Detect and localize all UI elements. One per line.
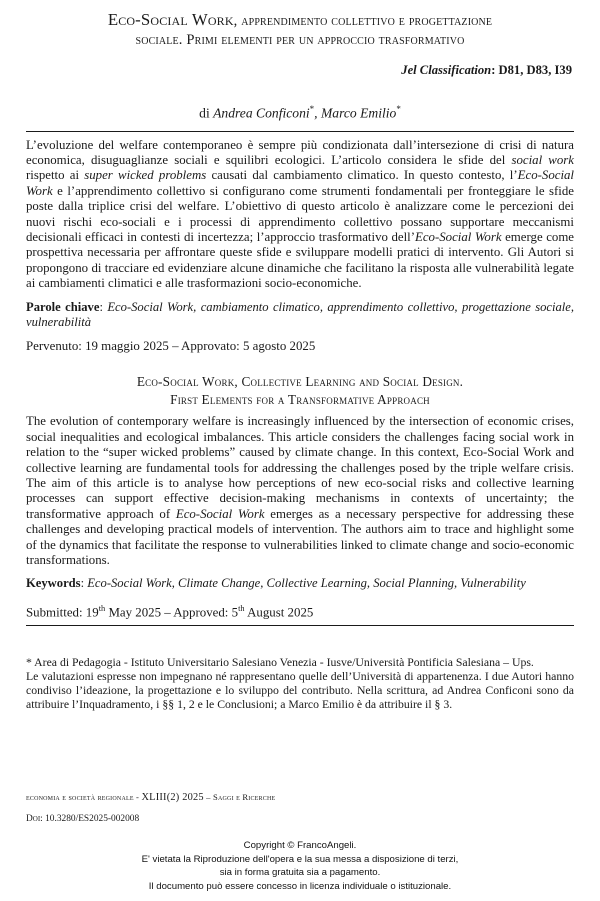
jel-classification-label: Jel Classification	[401, 63, 492, 77]
article-title-italian-line2: sociale. Primi elementi per un approccio trasformativo	[135, 31, 465, 48]
keywords-english	[26, 576, 574, 591]
abstract-it-seg-4: e l’apprendimento collettivo si configurano come strumenti fondamentali per fronteggiare le sfide poste dalla triplice crisi del welfare. L’obiettivo di questo articolo è analizzare come le percezioni dei nuovi rischi eco-sociali e i processi di apprendimento collettivo possano supportare meccanismi decisionali efficaci in contesti di incertezza; l’approccio trasformativo dell’	[26, 183, 574, 244]
article-title-english	[26, 373, 574, 408]
abstract-en-seg-2: emerges as a necessary perspective for addressing these challenges and developing practical models of intervention. The authors aim to trace and highlight some of the dynamics that facilitate the response to vulnerabilities linked to climate change and socio-economic transformations.	[26, 506, 575, 568]
byline-prefix: di	[199, 105, 214, 121]
doi-label: Doi	[26, 814, 41, 824]
abstract-it-italic-2: super wicked problems	[84, 168, 207, 183]
copyright-line-1: Copyright © FrancoAngeli.	[243, 840, 357, 851]
dates-english	[26, 601, 574, 621]
journal-name: economia e società regionale	[26, 792, 134, 802]
abstract-top-divider	[26, 131, 574, 132]
abstract-it-seg-3: causati dal cambiamento climatico. In questo contesto, l’	[206, 168, 518, 183]
article-title-italian-line1: , apprendimento collettivo e progettazione	[233, 13, 493, 29]
journal-reference	[26, 792, 275, 803]
jel-classification	[26, 63, 572, 78]
author-name-2: , Marco Emilio	[314, 105, 397, 121]
keywords-english-terms: Eco-Social Work, Climate Change, Collective Learning, Social Planning, Vulnerability	[87, 576, 526, 591]
author-footnote-affiliation-text: Area di Pedagogia - Istituto Universitario Salesiano Venezia - Iusve/Università Pontificia Salesiana – Ups.	[34, 656, 534, 670]
jel-classification-value: : D81, D83, I39	[491, 63, 572, 77]
keywords-italian	[26, 300, 574, 330]
article-title-italian-lead: Eco-Social Work	[107, 10, 234, 29]
journal-section: Saggi e Ricerche	[213, 792, 276, 802]
byline	[26, 104, 574, 122]
abstract-it-seg-5: emerge come prospettiva necessaria per affrontare queste sfide e sviluppare modelli pratici di intervento. Gli Autori si propongono di tracciare ed evidenziare alcune dinamiche che facilitano la risposta alle vulnerabilità legate ai cambiamenti climatici e alle trasformazioni socio-economiche.	[26, 229, 575, 291]
abstract-bottom-divider	[26, 625, 574, 626]
abstract-it-italic-3: Eco-Social Work	[26, 168, 575, 198]
journal-separator-2: –	[203, 792, 213, 802]
copyright-notice	[0, 839, 600, 893]
dates-english-seg-1: Submitted: 19	[26, 604, 99, 619]
doi-value: : 10.3280/ES2025-002008	[40, 814, 140, 824]
keywords-english-label: Keywords	[26, 576, 81, 591]
author-footnote-affiliation	[26, 656, 574, 670]
copyright-line-3: sia in forma gratuita sia a pagamento.	[219, 867, 381, 879]
article-title-english-line1: Eco-Social Work, Collective Learning and Social Design.	[136, 374, 464, 390]
author-footnote	[26, 656, 574, 712]
abstract-it-italic-1: social work	[511, 152, 574, 167]
dates-english-ordinal-2: th	[238, 603, 245, 613]
keywords-english-separator: :	[80, 576, 88, 591]
doi-reference	[26, 814, 139, 824]
copyright-line-2: E' vietata la Riproduzione dell'opera e la sua messa a disposizione di terzi,	[141, 853, 459, 865]
document-page	[0, 11, 600, 901]
dates-english-seg-3: August 2025	[244, 604, 314, 619]
author-footnote-marker-2: *	[396, 104, 401, 114]
copyright-line-4: Il documento può essere concesso in licenza individuale o istituzionale.	[148, 880, 452, 892]
keywords-italian-separator: :	[99, 299, 108, 314]
author-name-1: Andrea Conficoni	[213, 105, 310, 121]
abstract-it-seg-1: L’evoluzione del welfare contemporaneo è sempre più condizionata dall’intersezione di crisi di natura economica, disuguaglianze sociali e squilibri ecologici. L’articolo considera le sfide del	[26, 137, 574, 167]
author-footnote-symbol: *	[26, 656, 35, 670]
journal-separator-1: -	[133, 792, 142, 802]
author-footnote-marker-1: *	[309, 104, 315, 114]
abstract-en-seg-1: The evolution of contemporary welfare is increasingly influenced by the intersection of economic crises, social inequalities and ecological imbalances. This article considers the challenges facing social work in relation to the “super wicked problems” caused by climate change. In this context, Eco-Social Work and collective learning are fundamental tools for addressing the challenges posed by the triple welfare crisis. The aim of this article is to analyse how perceptions of new eco-social risks and collective learning processes can support effective decision-making mechanisms in contexts of uncertainty; the transformative approach of	[26, 414, 574, 521]
abstract-it-seg-2: rispetto ai	[26, 168, 85, 183]
author-footnote-note: Le valutazioni espresse non impegnano né rappresentano quelle dell’Università di appartenenza. I due Autori hanno condiviso l’ideazione, la progettazione e lo sviluppo del contributo. Nella scrittura, ad Andrea Conficoni sono da attribuire l’Inquadramento, i §§ 1, 2 e le Conclusioni; a Marco Emilio è da attribuire il § 3.	[26, 670, 574, 712]
dates-english-seg-2: May 2025 – Approved: 5	[105, 604, 239, 619]
abstract-english	[26, 414, 574, 568]
abstract-italian	[26, 138, 574, 292]
abstract-en-italic-1: Eco-Social Work	[175, 506, 265, 521]
keywords-italian-label: Parole chiave	[26, 299, 100, 314]
dates-italian: Pervenuto: 19 maggio 2025 – Approvato: 5 agosto 2025	[26, 339, 316, 353]
abstract-it-italic-4: Eco-Social Work	[415, 229, 502, 244]
keywords-italian-terms: Eco-Social Work, cambiamento climatico, apprendimento collettivo, progettazione sociale, vulnerabilità	[26, 299, 575, 329]
journal-volume: XLIII(2) 2025	[141, 792, 204, 803]
dates-english-ordinal-1: th	[98, 603, 106, 613]
article-title-english-line2: First Elements for a Transformative Approach	[170, 391, 430, 407]
article-title-italian	[26, 11, 574, 49]
